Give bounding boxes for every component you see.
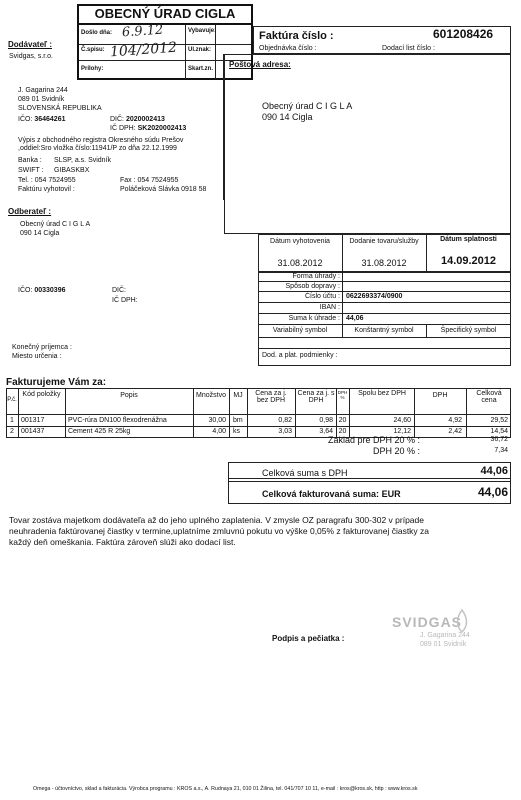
row2-popis: Cement 425 R 25kg	[68, 428, 131, 435]
col-mj: MJ	[233, 392, 243, 399]
row2-dph-pct: 20	[338, 428, 347, 435]
supplier-dic: 2020002413	[125, 116, 165, 123]
invoice-title: Faktúra číslo :	[259, 30, 334, 42]
customer-icdph-label: IČ DPH:	[112, 297, 138, 304]
total-with-vat-value: 44,06	[480, 465, 508, 477]
stamp-cislo-value: 104/2012	[109, 39, 178, 61]
stamp-skart-label: Skart.zn.	[188, 66, 214, 72]
customer-dic-label: DIČ:	[112, 287, 126, 294]
supplier-ico: 36464261	[34, 116, 66, 123]
vat-label: DPH 20 % :	[372, 446, 420, 456]
stamp-line-1: J. Gagarina 244	[420, 632, 470, 639]
col-pc: P.č.	[7, 397, 17, 403]
row1-popis: PVC-rúra DN100 flexodrenážna	[68, 417, 167, 424]
row2-celkova: 14,54	[490, 428, 508, 435]
grand-total-value: 44,06	[477, 485, 508, 499]
col-mnozstvo: Množstvo	[196, 392, 226, 399]
delivery-note-label: Dodací list číslo :	[382, 45, 435, 52]
col-kod: Kód položky	[22, 391, 61, 398]
stamp-dosle-label: Došlo dňa:	[81, 30, 112, 36]
items-title: Fakturujeme Vám za:	[6, 377, 107, 388]
row1-dph: 4,92	[448, 417, 462, 424]
supplier-street: J. Gagarina 244	[18, 87, 68, 94]
vat-value: 7,34	[494, 447, 508, 454]
grand-total-label: Celková fakturovaná suma:	[262, 489, 380, 499]
stamp-title: OBECNÝ ÚRAD CIGLA	[79, 6, 251, 25]
row1-pc: 1	[10, 417, 14, 424]
row2-cena-bez: 3,03	[278, 428, 292, 435]
supplier-register-1: Výpis z obchodného registra Okresného súdu Prešov	[18, 137, 184, 144]
row1-spolu: 24,60	[393, 417, 411, 424]
supplier-tel-label: Tel. :	[18, 177, 33, 184]
specific-symbol-label: Špecifický symbol	[440, 327, 497, 334]
supplier-tel: 054 7524955	[34, 177, 76, 184]
vat-base-label: Základ pre DPH 20 % :	[327, 435, 420, 445]
stamp-logo: SVIDGAS	[392, 614, 463, 630]
destination-label: Miesto určenia :	[12, 353, 62, 360]
supplier-fax: 054 7524955	[137, 177, 179, 184]
customer-label: Odberateľ :	[8, 207, 52, 216]
note-line-2: neuhradenia faktúrovanej čiastky v termine,uplatníme zmluvnú pokutu vo výške 0,05% z fakturovanej čiastky za	[9, 526, 430, 536]
issue-date-label: Dátum vyhotovenia	[270, 238, 330, 245]
stamp-prilohy-label: Prílohy:	[81, 66, 104, 72]
supplier-country: SLOVENSKÁ REPUBLIKA	[18, 105, 102, 112]
total-with-vat-label: Celková suma s DPH	[262, 468, 348, 478]
iban-label: IBAN :	[319, 304, 340, 311]
delivery-date: 31.08.2012	[361, 258, 407, 268]
supplier-bank: SLSP, a.s. Svidník	[53, 157, 112, 164]
variable-symbol-label: Variabilný symbol	[272, 327, 328, 334]
due-date: 14.09.2012	[440, 255, 497, 267]
supplier-label: Dodávateľ :	[8, 40, 52, 49]
supplier-bank-label: Banka :	[18, 157, 42, 164]
row2-kod: 001437	[21, 428, 45, 435]
transport-label: Spôsob dopravy :	[285, 283, 340, 290]
supplier-issuer-label: Faktúru vyhotovil :	[18, 186, 75, 193]
customer-name: Obecný úrad C I G L A	[20, 221, 91, 228]
row2-dph: 2,42	[448, 428, 462, 435]
row2-spolu: 12,12	[393, 428, 411, 435]
stamp-vybavuje-label: Vybavuje:	[188, 28, 217, 34]
row2-cena-s: 3,64	[319, 428, 333, 435]
supplier-ico-label: IČO:	[18, 116, 33, 123]
signature-label: Podpis a pečiatka :	[272, 634, 345, 643]
company-stamp	[392, 614, 512, 662]
supplier-fax-label: Fax :	[120, 177, 136, 184]
col-celkova: Celková cena	[476, 390, 502, 404]
issue-date: 31.08.2012	[277, 258, 323, 268]
supplier-swift-label: SWIFT :	[18, 167, 44, 174]
col-dph-pct: DPH %	[337, 390, 348, 400]
col-cena-s: Cena za j. s DPH	[297, 390, 335, 404]
row1-kod: 001317	[21, 417, 45, 424]
sum-value: 44,06	[346, 315, 364, 322]
account-number: 0622693374/0900	[346, 293, 403, 300]
invoice-number: 601208426	[433, 27, 494, 41]
supplier-city: 089 01 Svidník	[18, 96, 65, 103]
row1-mj: bm	[233, 417, 243, 424]
supplier-icdph: SK2020002413	[137, 125, 187, 132]
postal-label: Poštová adresa:	[229, 60, 291, 69]
note-line-3: každý deň omeškania. Faktúra zároveň slúži ako dodací list.	[9, 537, 236, 547]
postal-box	[224, 54, 511, 234]
row2-pc: 2	[10, 428, 14, 435]
note-line-1: Tovar zostáva majetkom dodávateľa až do jeho uplného zaplatenia. V zmysle OZ paragrafu 300-302 v prípade	[9, 515, 424, 525]
row1-celkova: 29,52	[490, 417, 508, 424]
stamp-dosle-value: 6.9.12	[121, 22, 164, 41]
row2-mj: ks	[233, 428, 240, 435]
stamp-flame-icon	[452, 608, 472, 634]
stamp-ulozenie-label: Ul.znak:	[188, 47, 212, 53]
vat-base-value: 36,72	[490, 436, 508, 443]
grand-total-currency: EUR	[381, 489, 401, 499]
account-label: Číslo účtu :	[304, 293, 340, 300]
postal-name: Obecný úrad C I G L A	[262, 101, 353, 111]
col-dph: DPH	[432, 392, 448, 399]
constant-symbol-label: Konštantný symbol	[354, 327, 414, 334]
postal-city: 090 14 Cigla	[262, 112, 313, 122]
customer-ico: 00330396	[34, 287, 66, 294]
row1-cena-bez: 0,82	[278, 417, 292, 424]
stamp-cislo-label: Č.spisu:	[81, 47, 105, 53]
col-popis: Popis	[120, 392, 138, 399]
row1-mnozstvo: 30,00	[208, 417, 226, 424]
col-cena-bez: Cena za j. bez DPH	[255, 390, 287, 404]
receiver-label: Konečný príjemca :	[12, 344, 72, 351]
conditions-label: Dod. a plat. podmienky :	[262, 352, 338, 359]
order-number-label: Objednávka číslo :	[259, 45, 317, 52]
payment-form-label: Forma úhrady :	[292, 273, 340, 280]
customer-ico-label: IČO:	[18, 287, 33, 294]
sum-label: Suma k úhrade :	[288, 315, 340, 322]
supplier-issuer: Poláčeková Slávka 0918 58	[120, 186, 207, 193]
delivery-date-label: Dodanie tovaru/služby	[349, 238, 419, 245]
col-spolu: Spolu bez DPH	[358, 390, 406, 397]
supplier-name: Svidgas, s.r.o.	[9, 53, 53, 60]
stamp-line-2: 089 01 Svidník	[420, 641, 467, 648]
supplier-icdph-label: IČ DPH:	[110, 125, 136, 132]
supplier-swift: GIBASKBX	[53, 167, 90, 174]
supplier-dic-label: DIČ:	[110, 116, 124, 123]
row1-cena-s: 0,98	[319, 417, 333, 424]
customer-city: 090 14 Cigla	[20, 230, 60, 237]
due-date-label: Dátum splatnosti	[440, 236, 497, 243]
supplier-register-2: ,oddiel:Sro vložka číslo:11941/P zo dňa 22.12.1999	[18, 145, 177, 152]
row1-dph-pct: 20	[338, 417, 347, 424]
row2-mnozstvo: 4,00	[212, 428, 226, 435]
footer-text: Omega - účtovníctvo, sklad a fakturácia. Výrobca programu : KROS a.s., A. Rudnaya 21, 010 01 Žilina, tel. 041/707 10 11, e-mail : kros@kros.sk, http : www.kros.sk	[33, 786, 418, 792]
